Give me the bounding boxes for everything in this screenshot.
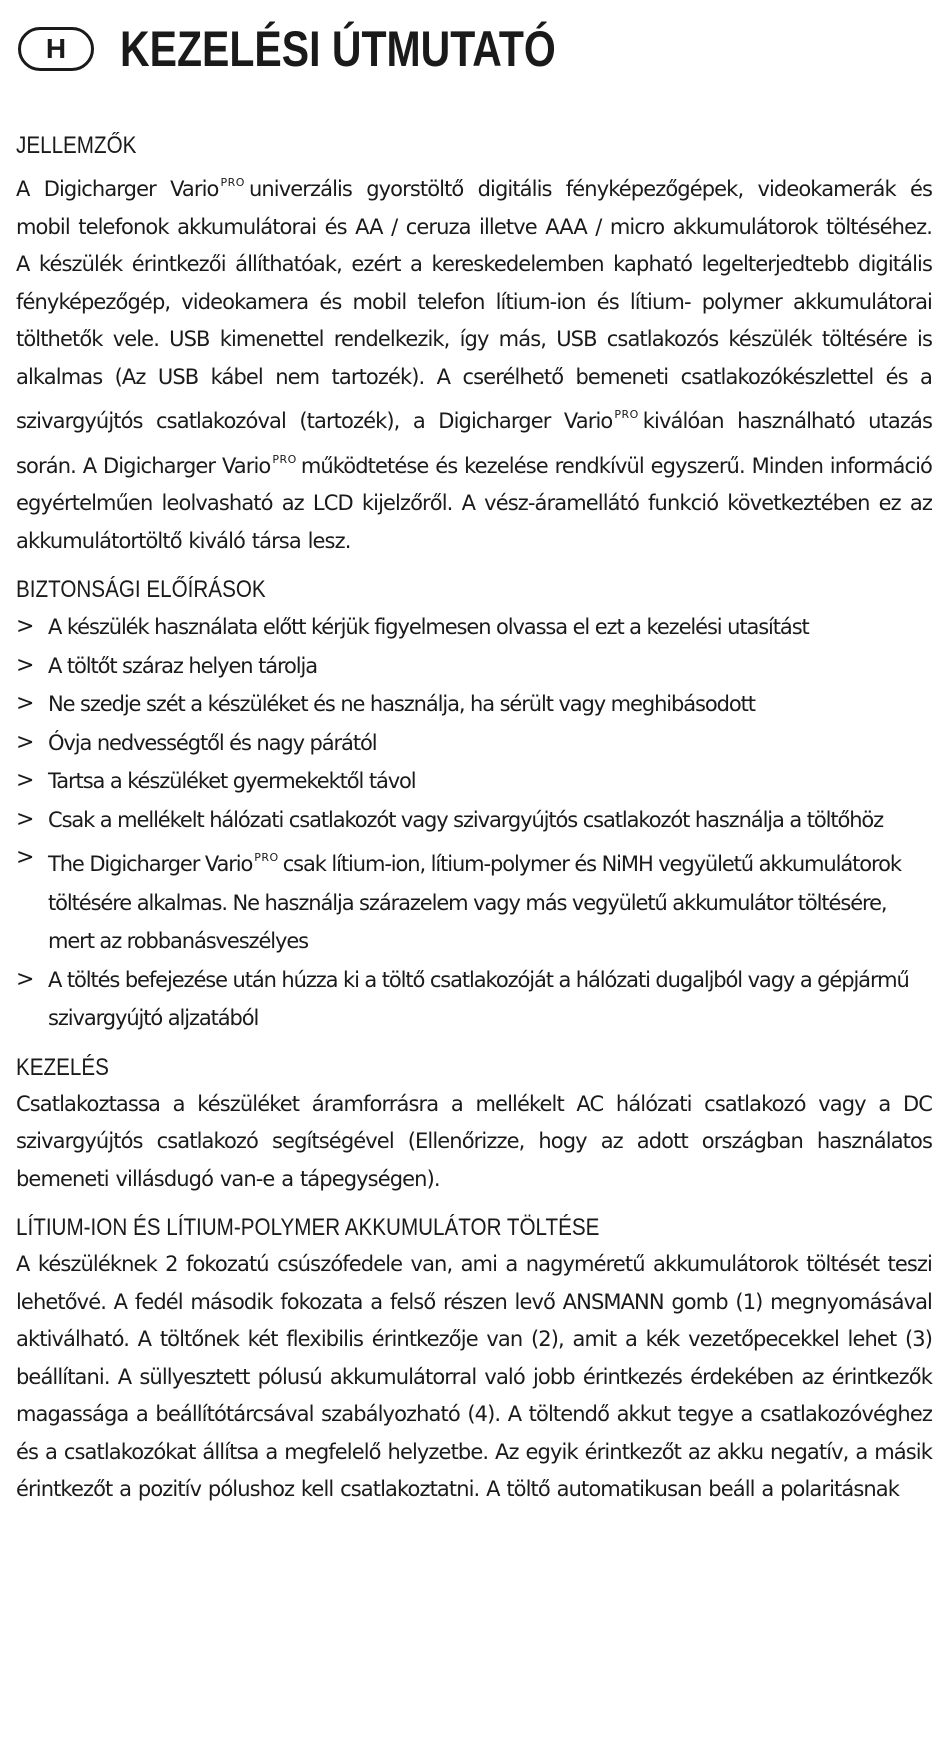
list-item [16, 801, 932, 840]
safety-list [16, 608, 932, 1038]
bullet-marker: > [16, 806, 35, 832]
pro-superscript: PRO [272, 452, 297, 466]
bullet-marker: > [16, 614, 35, 639]
list-item [16, 647, 932, 686]
manual-content [16, 128, 932, 1509]
section-heading-features: JELLEMZŐK [16, 132, 137, 159]
list-item [16, 762, 932, 801]
bullet-marker: > [16, 729, 35, 755]
list-item-text: A készülék használata előtt kérjük figyelmesen olvassa el ezt a kezelési utasítást [48, 615, 809, 639]
list-item-text: Csak a mellékelt hálózati csatlakozót vagy szivargyújtós csatlakozót használja a töltőhöz [48, 807, 884, 832]
pro-superscript: PRO [220, 176, 245, 189]
list-item [16, 608, 932, 647]
section-heading-charging: LÍTIUM-ION ÉS LÍTIUM-POLYMER AKKUMULÁTOR TÖLTÉSE [16, 1214, 600, 1241]
section-heading-safety: BIZTONSÁGI ELŐÍRÁSOK [16, 576, 266, 603]
operation-paragraph: Csatlakoztassa a készüléket áramforrásra a mellékelt AC hálózati csatlakozó vagy a DC szivargyújtós csatlakozó segítségével (Ellenőrizze, hogy az adott országban használatos bemeneti villásdugó van-e a tápegységen). [16, 1091, 932, 1191]
list-item-text: Ne szedje szét a készüléket és ne használja, ha sérült vagy meghibásodott [48, 692, 755, 716]
list-item [16, 685, 932, 724]
features-text-3: kiválóan használható utazás során. A Digicharger Vario [16, 409, 932, 478]
list-item [16, 839, 932, 961]
list-item-text: Óvja nedvességtől és nagy párától [48, 730, 377, 755]
pro-superscript: PRO [614, 408, 639, 421]
section-heading-operation: KEZELÉS [16, 1053, 109, 1081]
bullet-marker: > [16, 768, 35, 793]
features-text-1: A Digicharger Vario [16, 177, 219, 201]
list-item [16, 724, 932, 763]
features-text-4: működtetése és kezelése rendkívül egyszerű. Minden információ egyértelműen leolvasható az LCD kijelzőről. A vész-áramellátó funkció következtében ez az akkumulátortöltő kiváló társa lesz. [16, 453, 933, 553]
page-title: KEZELÉSI ÚTMUTATÓ [120, 21, 556, 77]
language-badge: H [18, 27, 94, 71]
bullet-marker: > [16, 652, 35, 678]
features-paragraph [16, 164, 932, 560]
list-item-text: csak lítium-ion, lítium-polymer és NiMH vegyületű akkumulátorok töltésére alkalmas. Ne használja szárazelem vagy más vegyületű akkumulátor töltésére, mert az robbanásveszélyes [48, 852, 901, 953]
bullet-marker: > [16, 691, 35, 716]
list-item [16, 961, 932, 1038]
list-item-text: A töltőt száraz helyen tárolja [48, 653, 318, 678]
charging-paragraph: A készüléknek 2 fokozatú csúszófedele van, ami a nagyméretű akkumulátorok töltését teszi lehetővé. A fedél második fokozata a felső részen levő ANSMANN gomb (1) megnyomásával aktiválható. A töltőnek két flexibilis érintkezője van (2), amit a kék vezetőpecekkel lehet (3) beállítani. A süllyesztett pólusú akkumulátorral való jobb érintkezés érdekében az érintkezők magassága a beállítótárcsával szabályozható (4). A töltendő akkut tegye a csatlakozóvéghez és a csatlakozókat állítsa a megfelelő helyzetbe. Az egyik érintkezőt az akku negatív, a másik érintkezőt a pozitív pólushoz kell csatlakoztatni. A töltő automatikusan beáll a polaritásnak [16, 1252, 932, 1501]
list-item-text: A töltés befejezése után húzza ki a töltő csatlakozóját a hálózati dugaljból vagy a gépjármű szivargyújtó aljzatából [48, 967, 909, 1030]
list-item-text: Tartsa a készüléket gyermekektől távol [48, 769, 416, 793]
bullet-marker: > [16, 845, 35, 870]
pro-superscript: PRO [254, 851, 279, 864]
page-header [18, 14, 651, 84]
bullet-marker: > [16, 966, 35, 992]
list-item-text: The Digicharger Vario [48, 852, 253, 876]
features-text-2: univerzális gyorstöltő digitális fényképezőgépek, videokamerák és mobil telefonok akkumulátorai és AA / ceruza illetve AAA / micro akkumulátorok töltéséhez. A készülék érintkezői állíthatóak, ezért a kereskedelemben kapható legelterjedtebb digitális fényképezőgép, videokamera és mobil telefon lítium-ion és lítium- polymer akkumulátorai tölthetők vele. USB kimenettel rendelkezik, így más, USB csatlakozós készülék töltésére is alkalmas (Az USB kábel nem tartozék). A cserélhető bemeneti csatlakozókészlettel és a szivargyújtós csatlakozóval (tartozék), a Digicharger Vario [16, 177, 932, 433]
